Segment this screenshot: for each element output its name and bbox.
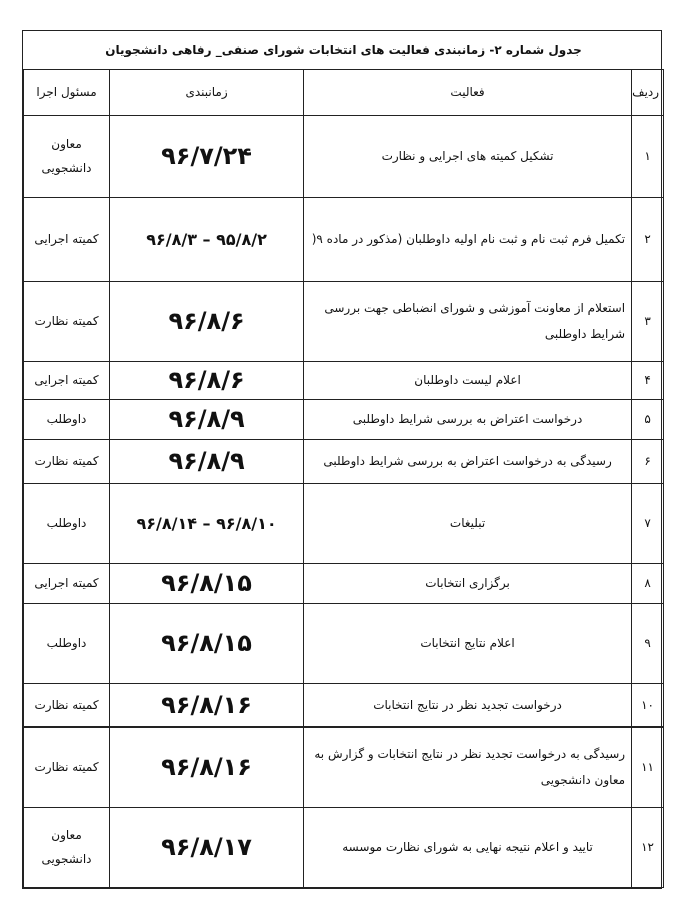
row-responsible: داوطلب — [24, 483, 110, 563]
row-activity: تکمیل فرم ثبت نام و ثبت نام اولیه داوطلبان (مذکور در ماده ۹( — [304, 197, 632, 281]
row-schedule: ۹۶/۸/۱۴ – ۹۶/۸/۱۰ — [110, 483, 304, 563]
schedule-table — [23, 31, 664, 888]
row-responsible: کمیته نظارت — [24, 683, 110, 727]
table-row — [24, 603, 664, 683]
row-responsible: کمیته نظارت — [24, 727, 110, 807]
row-responsible: کمیته نظارت — [24, 281, 110, 361]
row-responsible: کمیته اجرایی — [24, 361, 110, 399]
table-row — [24, 483, 664, 563]
header-activity: فعالیت — [304, 69, 632, 115]
row-responsible: داوطلب — [24, 399, 110, 439]
row-schedule: ۹۶/۸/۱۵ — [110, 563, 304, 603]
row-number: ۹ — [632, 603, 664, 683]
row-activity: رسیدگی به درخواست اعتراض به بررسی شرایط داوطلبی — [304, 439, 632, 483]
row-schedule: ۹۶/۸/۱۶ — [110, 683, 304, 727]
header-num: ردیف — [632, 69, 664, 115]
caption-row — [24, 31, 664, 69]
row-number: ۵ — [632, 399, 664, 439]
row-activity: برگزاری انتخابات — [304, 563, 632, 603]
schedule-table-container — [22, 30, 662, 889]
header-responsible: مسئول اجرا — [24, 69, 110, 115]
row-schedule: ۹۶/۸/۳ – ۹۵/۸/۲ — [110, 197, 304, 281]
row-responsible: معاون دانشجویی — [24, 115, 110, 197]
table-row — [24, 197, 664, 281]
row-responsible: معاون دانشجویی — [24, 807, 110, 887]
row-number: ۳ — [632, 281, 664, 361]
table-row — [24, 683, 664, 727]
table-row — [24, 727, 664, 807]
row-number: ۲ — [632, 197, 664, 281]
row-responsible: کمیته اجرایی — [24, 563, 110, 603]
table-row — [24, 115, 664, 197]
table-row — [24, 399, 664, 439]
row-activity: استعلام از معاونت آموزشی و شورای انضباطی جهت بررسی شرایط داوطلبی — [304, 281, 632, 361]
row-activity: اعلام نتایج انتخابات — [304, 603, 632, 683]
row-number: ۱۱ — [632, 727, 664, 807]
row-schedule: ۹۶/۸/۱۶ — [110, 727, 304, 807]
header-row — [24, 69, 664, 115]
row-activity: درخواست تجدید نظر در نتایج انتخابات — [304, 683, 632, 727]
header-schedule: زمانبندی — [110, 69, 304, 115]
row-activity: تایید و اعلام نتیجه نهایی به شورای نظارت موسسه — [304, 807, 632, 887]
row-schedule: ۹۶/۸/۹ — [110, 399, 304, 439]
row-number: ۷ — [632, 483, 664, 563]
row-number: ۶ — [632, 439, 664, 483]
row-number: ۱۲ — [632, 807, 664, 887]
row-responsible: کمیته اجرایی — [24, 197, 110, 281]
row-schedule: ۹۶/۸/۶ — [110, 361, 304, 399]
table-row — [24, 563, 664, 603]
table-row — [24, 361, 664, 399]
row-activity: تشکیل کمیته های اجرایی و نظارت — [304, 115, 632, 197]
row-number: ۱ — [632, 115, 664, 197]
row-schedule: ۹۶/۸/۱۵ — [110, 603, 304, 683]
row-activity: رسیدگی به درخواست تجدید نظر در نتایج انتخابات و گزارش به معاون دانشجویی — [304, 727, 632, 807]
row-number: ۴ — [632, 361, 664, 399]
table-caption: جدول شماره ۲- زمانبندی فعالیت های انتخابات شورای صنفی_ رفاهی دانشجویان — [24, 31, 664, 69]
row-number: ۱۰ — [632, 683, 664, 727]
row-responsible: داوطلب — [24, 603, 110, 683]
row-number: ۸ — [632, 563, 664, 603]
table-row — [24, 281, 664, 361]
row-schedule: ۹۶/۸/۱۷ — [110, 807, 304, 887]
row-activity: اعلام لیست داوطلبان — [304, 361, 632, 399]
row-responsible: کمیته نظارت — [24, 439, 110, 483]
table-row — [24, 439, 664, 483]
row-activity: درخواست اعتراض به بررسی شرایط داوطلبی — [304, 399, 632, 439]
row-schedule: ۹۶/۷/۲۴ — [110, 115, 304, 197]
row-schedule: ۹۶/۸/۶ — [110, 281, 304, 361]
row-schedule: ۹۶/۸/۹ — [110, 439, 304, 483]
table-row — [24, 807, 664, 887]
row-activity: تبلیغات — [304, 483, 632, 563]
